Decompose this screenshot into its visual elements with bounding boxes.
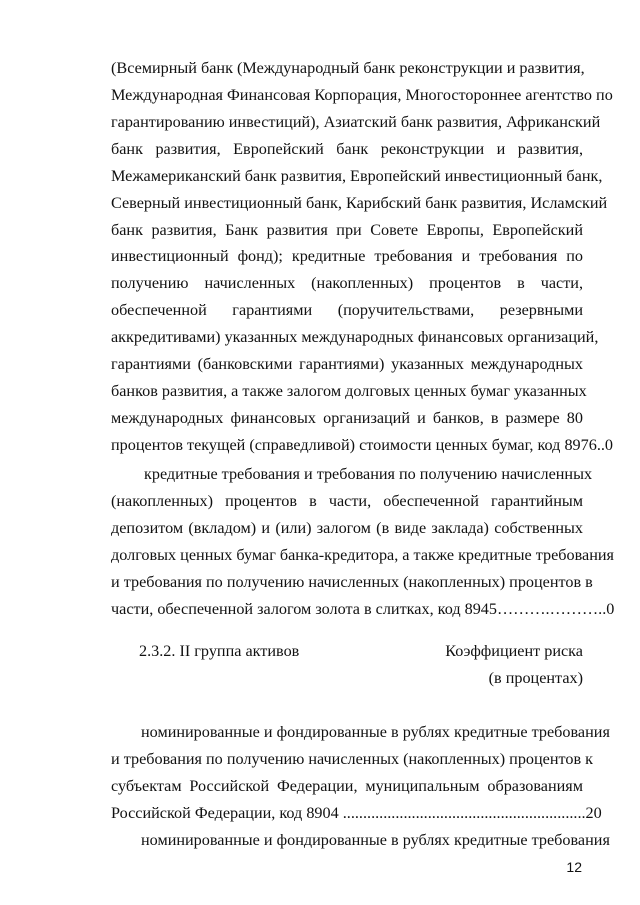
para1-line-5: Межамериканский банк развития, Европейский инвестиционный банк, (111, 167, 603, 185)
para2-line-6: части, обеспеченной залогом золота в слитках, код 8945……….………..0 (111, 600, 615, 618)
section-heading: 2.3.2. II группа активов (139, 642, 300, 660)
para3-line-2: и требования по получению начисленных (накопленных) процентов к (111, 750, 594, 768)
para3-line-3: субъектам Российской Федерации, муниципальным образованиям (111, 777, 583, 795)
para1-line-11: аккредитивами) указанных международных финансовых организаций, (111, 328, 599, 346)
para1-line-1: (Всемирный банк (Международный банк реконструкции и развития, (111, 59, 585, 77)
para2-line-4: долговых ценных бумаг банка-кредитора, а также кредитные требования (111, 546, 615, 564)
risk-coefficient-label: Коэффициент риска (445, 642, 583, 660)
para2-line-3: депозитом (вкладом) и (или) залогом (в виде заклада) собственных (111, 519, 583, 537)
para1-line-3: гарантированию инвестиций), Азиатский банк развития, Африканский (111, 113, 601, 131)
para3-line-4: Российской Федерации, код 8904 ............................................................20 (111, 804, 602, 822)
para2-line-2: (накопленных) процентов в части, обеспеченной гарантийным (111, 492, 583, 510)
para1-line-8: инвестиционный фонд); кредитные требования и требования по (111, 247, 583, 265)
page-number: 12 (566, 859, 582, 875)
para1-line-10: обеспеченной гарантиями (поручительствами, резервными (111, 301, 583, 319)
para1-line-14: международных финансовых организаций и банков, в размере 80 (111, 409, 583, 427)
para1-line-15: процентов текущей (справедливой) стоимости ценных бумаг, код 8976..0 (111, 436, 614, 454)
para1-line-7: банк развития, Банк развития при Совете Европы, Европейский (111, 221, 583, 239)
para2-line-5: и требования по получению начисленных (накопленных) процентов в (111, 573, 593, 591)
para4-line-1: номинированные и фондированные в рублях кредитные требования (141, 831, 610, 849)
para3-line-1: номинированные и фондированные в рублях кредитные требования (141, 723, 610, 741)
para1-line-6: Северный инвестиционный банк, Карибский банк развития, Исламский (111, 194, 608, 212)
para2-line-1: кредитные требования и требования по получению начисленных (144, 465, 593, 483)
para1-line-4: банк развития, Европейский банк реконструкции и развития, (111, 140, 583, 158)
risk-coefficient-unit: (в процентах) (488, 669, 583, 687)
para1-line-2: Международная Финансовая Корпорация, Многостороннее агентство по (111, 86, 613, 104)
para1-line-9: получению начисленных (накопленных) процентов в части, (111, 274, 583, 292)
para1-line-12: гарантиями (банковскими гарантиями) указанных международных (111, 355, 583, 373)
para1-line-13: банков развития, а также залогом долговых ценных бумаг указанных (111, 382, 587, 400)
